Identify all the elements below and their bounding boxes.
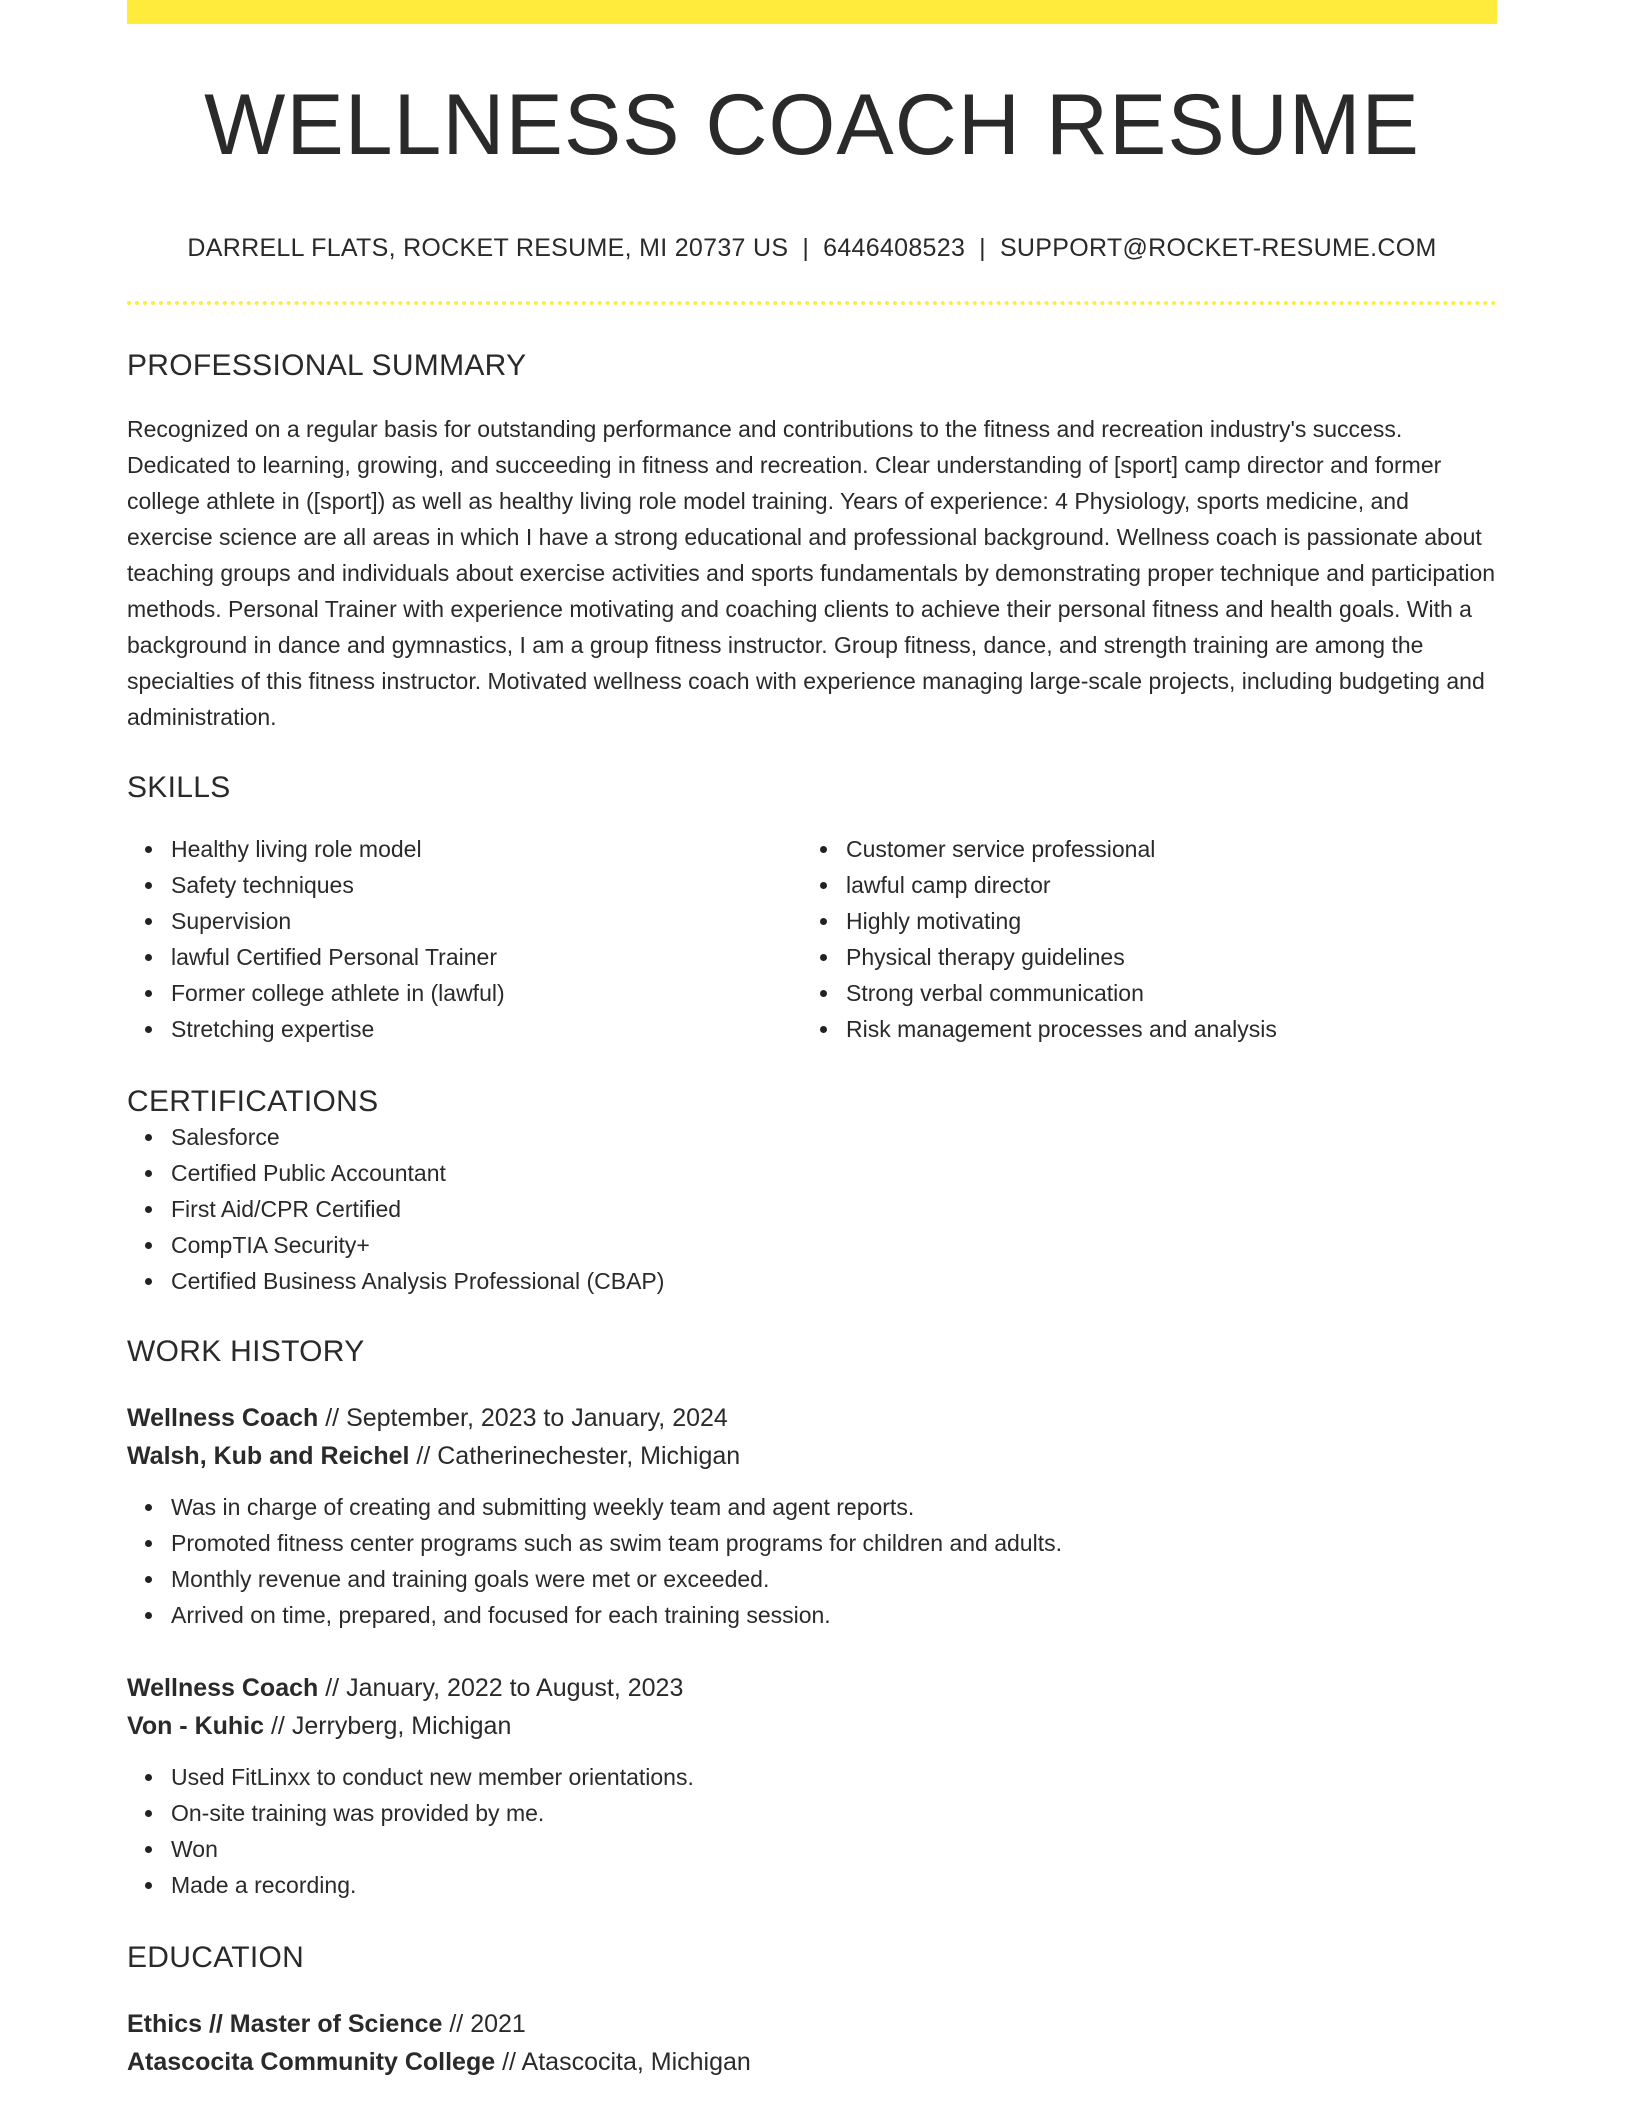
job-bullet: Was in charge of creating and submitting weekly team and agent reports. — [171, 1489, 1497, 1525]
job-bullets — [127, 1759, 1497, 1903]
education-location: // Atascocita, Michigan — [495, 2048, 751, 2076]
skill-item: Former college athlete in (lawful) — [171, 975, 802, 1011]
certification-item: CompTIA Security+ — [171, 1227, 1497, 1263]
job-bullet: Won — [171, 1831, 1497, 1867]
job-company: Von - Kuhic — [127, 1712, 265, 1740]
skill-item: Customer service professional — [846, 831, 1477, 867]
contact-separator: | — [802, 234, 810, 262]
skill-item: Stretching expertise — [171, 1011, 802, 1047]
skills-heading: SKILLS — [127, 771, 231, 804]
job-location: // Catherinechester, Michigan — [409, 1442, 741, 1470]
summary-text: Recognized on a regular basis for outstanding performance and contributions to the fitness and recreation industry's success. Dedicated to learning, growing, and succeeding in fitness and recreation. Clear understanding of [sport] camp director and former college athlete in ([sport]) as well as healthy living role model training. Years of experience: 4 Physiology, sports medicine, and exercise science are all areas in which I have a strong educational and professional background. Wellness coach is passionate about teaching groups and individuals about exercise activities and sports fundamentals by demonstrating proper technique and participation methods. Personal Trainer with experience motivating and coaching clients to achieve their personal fitness and health goals. With a background in dance and gymnastics, I am a group fitness instructor. Group fitness, dance, and strength training are among the specialties of this fitness instructor. Motivated wellness coach with experience managing large-scale projects, including budgeting and administration. — [127, 416, 1496, 730]
job-dates: // September, 2023 to January, 2024 — [318, 1404, 728, 1432]
skills-list-right — [802, 831, 1477, 1047]
job-bullet: Monthly revenue and training goals were met or exceeded. — [171, 1561, 1497, 1597]
job-bullets — [127, 1489, 1497, 1633]
job-bullet: On-site training was provided by me. — [171, 1795, 1497, 1831]
job-title-line — [127, 1399, 1497, 1437]
skill-item: Supervision — [171, 903, 802, 939]
resume-title: WELLNESS COACH RESUME — [204, 77, 1420, 173]
certifications-heading: CERTIFICATIONS — [127, 1085, 379, 1118]
certification-item: Salesforce — [171, 1119, 1497, 1155]
skills-column-right — [802, 831, 1477, 1047]
education-school: Atascocita Community College — [127, 2048, 496, 2076]
skill-item: Healthy living role model — [171, 831, 802, 867]
skill-item: Physical therapy guidelines — [846, 939, 1477, 975]
work-history-heading: WORK HISTORY — [127, 1335, 365, 1368]
education-heading: EDUCATION — [127, 1941, 305, 1974]
job-title-line — [127, 1669, 1497, 1707]
job-title: Wellness Coach — [127, 1674, 319, 1702]
education-degree-line — [127, 2005, 1497, 2043]
job-dates: // January, 2022 to August, 2023 — [318, 1674, 684, 1702]
contact-line — [127, 234, 1497, 263]
job-bullet: Promoted fitness center programs such as swim team programs for children and adults. — [171, 1525, 1497, 1561]
job-company-line — [127, 1437, 1497, 1475]
contact-address: DARRELL FLATS, ROCKET RESUME, MI 20737 US — [187, 234, 789, 262]
job-entry — [127, 1399, 1497, 1633]
skill-item: Safety techniques — [171, 867, 802, 903]
skill-item: Highly motivating — [846, 903, 1477, 939]
job-entry — [127, 1669, 1497, 1903]
skill-item: Risk management processes and analysis — [846, 1011, 1477, 1047]
skills-column-left — [127, 831, 802, 1047]
job-bullet: Arrived on time, prepared, and focused for each training session. — [171, 1597, 1497, 1633]
contact-separator: | — [979, 234, 986, 262]
summary-heading: PROFESSIONAL SUMMARY — [127, 349, 527, 382]
certification-item: Certified Business Analysis Professional (CBAP) — [171, 1263, 1497, 1299]
skills-list-left — [127, 831, 802, 1047]
job-title: Wellness Coach — [127, 1404, 319, 1432]
certification-item: Certified Public Accountant — [171, 1155, 1497, 1191]
job-location: // Jerryberg, Michigan — [264, 1712, 512, 1740]
certifications-list — [127, 1119, 1497, 1299]
education-entry — [127, 2005, 1497, 2081]
job-company: Walsh, Kub and Reichel — [127, 1442, 410, 1470]
contact-email: SUPPORT@ROCKET-RESUME.COM — [999, 234, 1437, 262]
skill-item: lawful Certified Personal Trainer — [171, 939, 802, 975]
education-degree: Ethics // Master of Science — [127, 2010, 443, 2038]
education-year: // 2021 — [442, 2010, 526, 2038]
job-company-line — [127, 1707, 1497, 1745]
dotted-divider — [127, 301, 1497, 305]
job-bullet: Used FitLinxx to conduct new member orientations. — [171, 1759, 1497, 1795]
skills-grid — [127, 831, 1497, 1047]
skill-item: lawful camp director — [846, 867, 1477, 903]
accent-top-bar — [127, 0, 1497, 24]
resume-page — [127, 0, 1497, 2081]
certification-item: First Aid/CPR Certified — [171, 1191, 1497, 1227]
job-bullet: Made a recording. — [171, 1867, 1497, 1903]
contact-phone: 6446408523 — [823, 234, 966, 262]
education-school-line — [127, 2043, 1497, 2081]
skill-item: Strong verbal communication — [846, 975, 1477, 1011]
